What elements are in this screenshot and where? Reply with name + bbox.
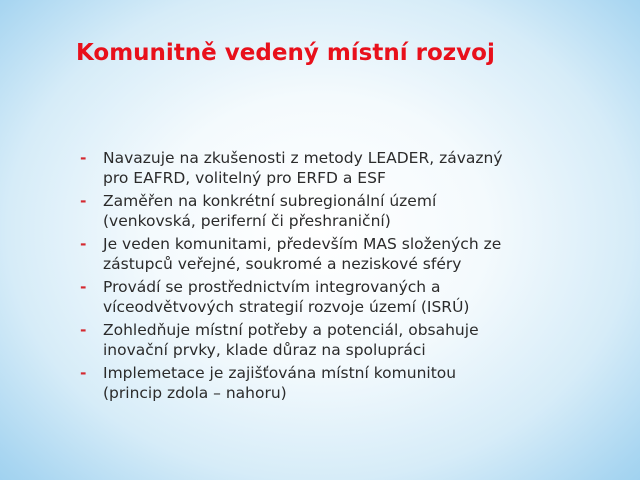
bullet-line: pro EAFRD, volitelný pro ERFD a ESF — [103, 169, 386, 187]
bullet-item — [80, 320, 620, 360]
bullet-item — [80, 191, 620, 231]
bullet-dash: - — [80, 192, 87, 210]
bullet-line: (venkovská, periferní či přeshraniční) — [103, 212, 391, 230]
bullet-item — [80, 234, 620, 274]
bullet-line: Navazuje na zkušenosti z metody LEADER, závazný — [103, 149, 503, 167]
bullet-line: víceodvětvových strategií rozvoje území (ISRÚ) — [103, 298, 470, 316]
bullet-line: Je veden komunitami, především MAS složených ze — [103, 235, 502, 253]
bullet-line: inovační prvky, klade důraz na spolupráci — [103, 341, 426, 359]
bullet-item — [80, 277, 620, 317]
bullet-line: Zohledňuje místní potřeby a potenciál, obsahuje — [103, 321, 479, 339]
bullet-line: Implemetace je zajišťována místní komunitou — [103, 364, 457, 382]
bullet-dash: - — [80, 278, 87, 296]
bullet-item — [80, 148, 620, 188]
bullet-line: Zaměřen na konkrétní subregionální území — [103, 192, 437, 210]
bullet-line: (princip zdola – nahoru) — [103, 384, 287, 402]
bullet-list — [80, 148, 620, 406]
bullet-line: Provádí se prostřednictvím integrovaných a — [103, 278, 441, 296]
bullet-dash: - — [80, 321, 87, 339]
slide-title: Komunitně vedený místní rozvoj — [76, 40, 495, 66]
bullet-line: zástupců veřejné, soukromé a neziskové sféry — [103, 255, 462, 273]
bullet-dash: - — [80, 364, 87, 382]
bullet-dash: - — [80, 235, 87, 253]
bullet-dash: - — [80, 149, 87, 167]
bullet-item — [80, 363, 620, 403]
